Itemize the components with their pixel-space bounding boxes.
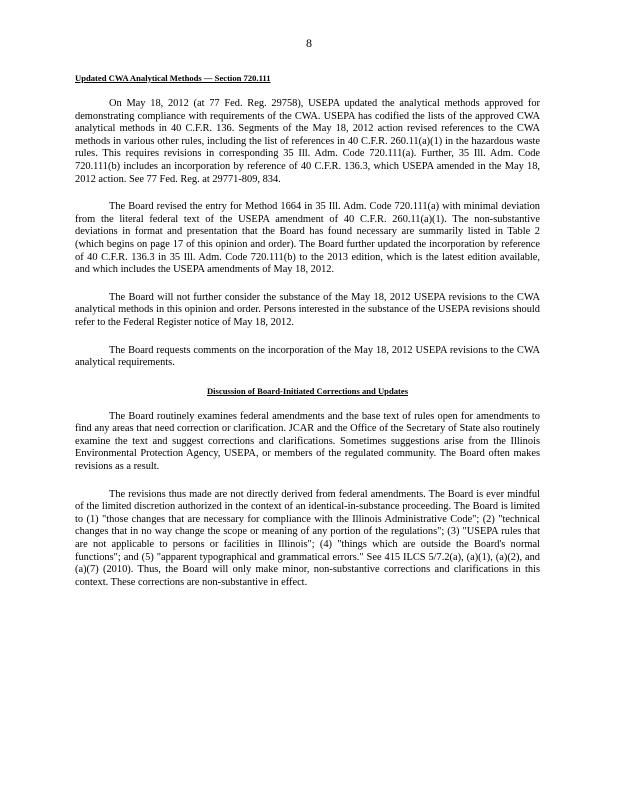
- section-heading-cwa-methods: Updated CWA Analytical Methods — Section 720.111: [75, 73, 271, 83]
- page-number: 8: [306, 36, 312, 50]
- page-body: [75, 72, 540, 589]
- paragraph-may-18-update: On May 18, 2012 (at 77 Fed. Reg. 29758), USEPA updated the analytical methods approved for demonstrating compliance with requirements of the CWA. USEPA has codified the lists of the approved CWA analytical methods in 40 C.F.R. 136. Segments of the May 18, 2012 action revised references to the CWA methods in various other rules, including the list of references in 40 C.F.R. 260.11(a)(1) in the hazardous waste rules. This requires revisions in corresponding 35 Ill. Adm. Code 720.111(a). Further, 35 Ill. Adm. Code 720.111(b) includes an incorporation by reference of 40 C.F.R. 136.3, which USEPA amended in the May 18, 2012 action. See 77 Fed. Reg. at 29771-809, 834.: [75, 98, 540, 185]
- paragraph-limited-discretion: The revisions thus made are not directly derived from federal amendments. The Board is ever mindful of the limited discretion authorized in the context of an identical-in-substance proceeding. The Board is limited to (1) "those changes that are necessary for compliance with the Illinois Administrative Code"; (2) "technical changes that in no way change the scope or meaning of any portion of the regulations"; (3) "USEPA rules that are not applicable to persons or facilities in Illinois"; (4) "things which are outside the Board's normal functions"; and (5) "apparent typographical and grammatical errors." See 415 ILCS 5/7.2(a), (a)(1), (a)(2), and (a)(7) (2010). Thus, the Board will only make minor, non-substantive corrections and clarifications in this context. These corrections are non-substantive in effect.: [75, 488, 540, 588]
- paragraph-method-1664: The Board revised the entry for Method 1664 in 35 Ill. Adm. Code 720.111(a) with minimal deviation from the literal federal text of the USEPA amendment of 40 C.F.R. 260.11(a)(1). The non-substantive deviations in format and presentation that the Board has found necessary are summarily listed in Table 2 (which begins on page 17 of this opinion and order). The Board further updated the incorporation by reference of 40 C.F.R. 136.3 in 35 Ill. Adm. Code 720.111(b) to the 2013 edition, which is the latest edition available, and which includes the USEPA amendments of May 18, 2012.: [75, 201, 540, 276]
- paragraph-request-comments: The Board requests comments on the incorporation of the May 18, 2012 USEPA revisions to the CWA analytical requirements.: [75, 344, 540, 369]
- section-heading-board-corrections: Discussion of Board-Initiated Corrections and Updates: [206, 385, 409, 396]
- paragraph-routine-examination: The Board routinely examines federal amendments and the base text of rules open for amendments to find any areas that need correction or clarification. JCAR and the Office of the Secretary of State also routinely examine the text and suggest corrections and clarifications. Sometimes suggestions arise from the Illinois Environmental Protection Agency, USEPA, or members of the regulated community. The Board often makes revisions as a result.: [75, 410, 540, 473]
- paragraph-no-further-consideration: The Board will not further consider the substance of the May 18, 2012 USEPA revisions to the CWA analytical methods in this opinion and order. Persons interested in the substance of the USEPA revisions should refer to the Federal Register notice of May 18, 2012.: [75, 291, 540, 328]
